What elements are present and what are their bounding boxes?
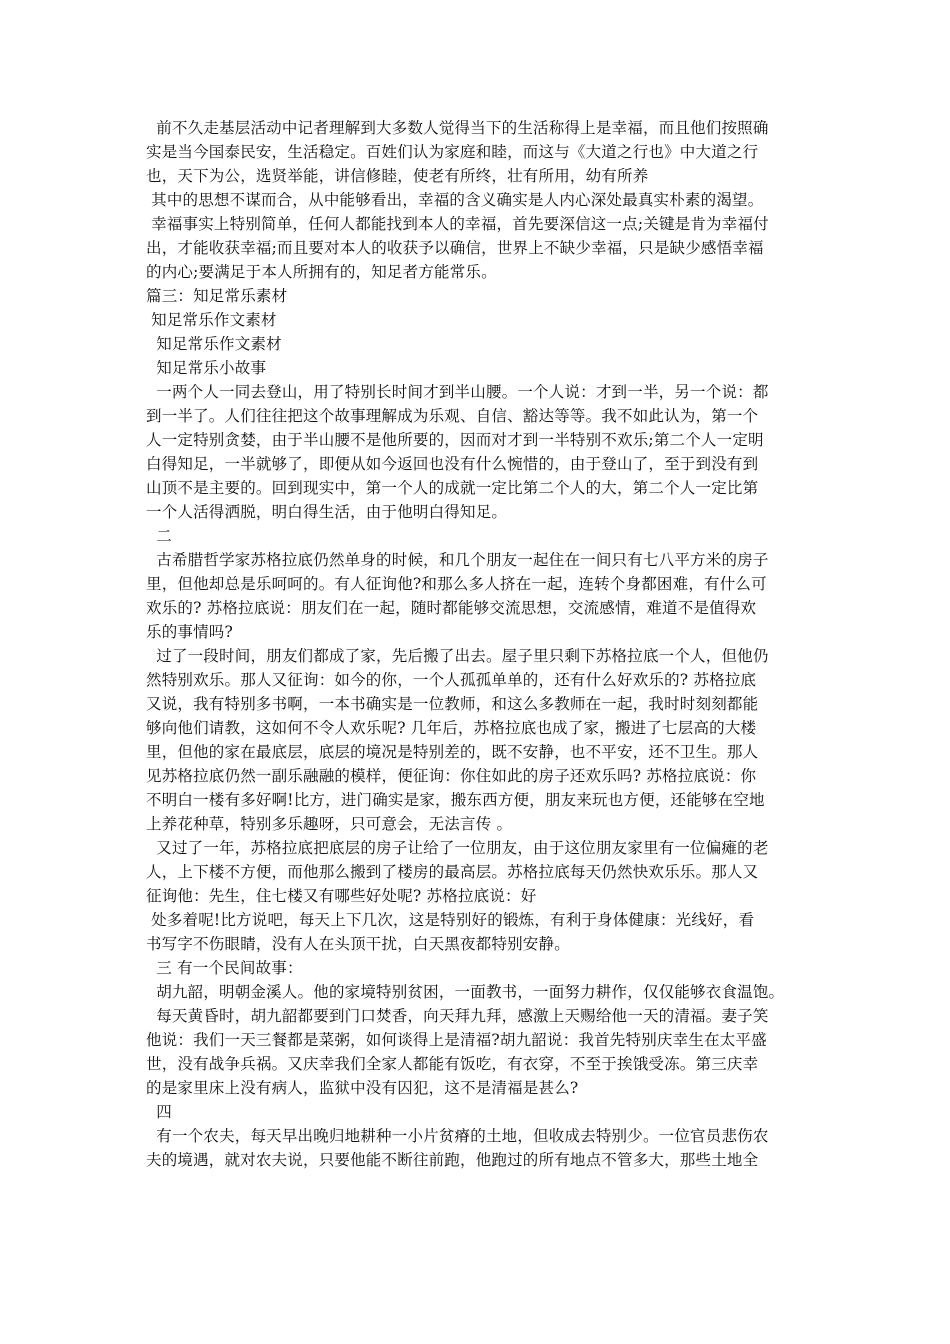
text-line: 的内心;要满足于本人所拥有的，知足者方能常乐。 [146, 263, 497, 281]
text-line: 其中的思想不谋而合，从中能够看出，幸福的含义确实是人内心深处最真实朴素的渴望。 [146, 191, 764, 209]
text-line: 一个人活得洒脱，明白得生活，由于他明白得知足。 [146, 503, 508, 521]
story-number: 二 [146, 527, 172, 545]
text-line: 一两个人一同去登山，用了特别长时间才到半山腰。一个人说：才到一半，另一个说：都 [146, 383, 769, 401]
text-line: 的是家里床上没有病人，监狱中没有囚犯，这不是清福是甚么? [146, 1079, 579, 1097]
text-line: 又过了一年，苏格拉底把底层的房子让给了一位朋友，由于这位朋友家里有一位偏瘫的老 [146, 839, 769, 857]
text-line: 人一定特别贪婪，由于半山腰不是他所要的，因而对才到一半特别不欢乐;第二个人一定明 [146, 431, 764, 449]
section-heading: 篇三：知足常乐素材 [146, 287, 288, 305]
text-line: 书写字不伤眼睛，没有人在头顶干扰，白天黑夜都特别安静。 [146, 935, 570, 953]
text-line: 每天黄昏时，胡九韶都要到门口焚香，向天拜九拜，感激上天赐给他一天的清福。妻子笑 [146, 1007, 769, 1025]
story-number: 三 有一个民间故事： [146, 959, 303, 977]
section-heading: 知足常乐小故事 [146, 359, 267, 377]
text-line: 又说，我有特别多书啊，一本书确实是一位教师，和这么多教师在一起，我时时刻刻都能 [146, 695, 759, 713]
text-line: 人，上下楼不方便，而他那么搬到了楼房的最高层。苏格拉底每天仍然快欢乐乐。那人又 [146, 863, 759, 881]
text-line: 欢乐的? 苏格拉底说：朋友们在一起，随时都能够交流思想，交流感情，难道不是值得欢 [146, 599, 757, 617]
text-line: 胡九韶，明朝金溪人。他的家境特别贫困，一面教书，一面努力耕作，仅仅能够衣食温饱。 [146, 983, 785, 1001]
text-line: 世，没有战争兵祸。又庆幸我们全家人都能有饭吃，有衣穿，不至于挨饿受冻。第三庆幸 [146, 1055, 759, 1073]
text-line: 也，天下为公，选贤举能，讲信修睦，使老有所终，壮有所用，幼有所养 [146, 167, 649, 185]
text-line: 上养花种草，特别多乐趣呀，只可意会，无法言传 。 [146, 815, 513, 833]
text-line: 有一个农夫，每天早出晚归地耕种一小片贫瘠的土地，但收成去特别少。一位官员悲伤农 [146, 1127, 769, 1145]
text-line: 乐的事情吗? [146, 623, 234, 641]
section-heading: 知足常乐作文素材 [146, 311, 277, 329]
text-line: 够向他们请教，这如何不令人欢乐呢? 几年后，苏格拉底也成了家，搬进了七层高的大楼 [146, 719, 757, 737]
text-line: 他说：我们一天三餐都是菜粥，如何谈得上是清福?胡九韶说：我首先特别庆幸生在太平盛 [146, 1031, 767, 1049]
text-line: 幸福事实上特别简单，任何人都能找到本人的幸福，首先要深信这一点;关键是肯为幸福付 [146, 215, 769, 233]
text-line: 过了一段时间，朋友们都成了家，先后搬了出去。屋子里只剩下苏格拉底一个人，但他仍 [146, 647, 769, 665]
text-line: 古希腊哲学家苏格拉底仍然单身的时候，和几个朋友一起住在一间只有七八平方米的房子 [146, 551, 769, 569]
text-line: 实是当今国泰民安，生活稳定。百姓们认为家庭和睦，而这与《大道之行也》中大道之行 [146, 143, 759, 161]
text-line: 白得知足，一半就够了，即便从如今返回也没有什么惋惜的，由于登山了，至于到没有到 [146, 455, 759, 473]
text-line: 见苏格拉底仍然一副乐融融的模样，便征询：你住如此的房子还欢乐吗? 苏格拉底说：你 [146, 767, 757, 785]
text-line: 不明白一楼有多好啊!比方，进门确实是家，搬东西方便，朋友来玩也方便，还能够在空地 [146, 791, 765, 809]
story-number: 四 [146, 1103, 172, 1121]
text-line: 出，才能收获幸福;而且要对本人的收获予以确信，世界上不缺少幸福，只是缺少感悟幸福 [146, 239, 764, 257]
text-line: 山顶不是主要的。回到现实中，第一个人的成就一定比第二个人的大，第二个人一定比第 [146, 479, 759, 497]
text-line: 征询他：先生，住七楼又有哪些好处呢? 苏格拉底说：好 [146, 887, 537, 905]
text-line: 里，但他却总是乐呵呵的。有人征询他?和那么多人挤在一起，连转个身都困难，有什么可 [146, 575, 767, 593]
section-heading: 知足常乐作文素材 [146, 335, 282, 353]
text-line: 到一半了。人们往往把这个故事理解成为乐观、自信、豁达等等。我不如此认为，第一个 [146, 407, 759, 425]
text-line: 前不久走基层活动中记者理解到大多数人觉得当下的生活称得上是幸福，而且他们按照确 [146, 119, 769, 137]
text-line: 里，但他的家在最底层，底层的境况是特别差的，既不安静，也不平安，还不卫生。那人 [146, 743, 759, 761]
text-line: 夫的境遇，就对农夫说，只要他能不断往前跑，他跑过的所有地点不管多大，那些土地全 [146, 1151, 759, 1169]
text-line: 处多着呢!比方说吧，每天上下几次，这是特别好的锻炼，有利于身体健康：光线好，看 [146, 911, 755, 929]
text-line: 然特别欢乐。那人又征询：如今的你，一个人孤孤单单的，还有什么好欢乐的? 苏格拉底 [146, 671, 757, 689]
